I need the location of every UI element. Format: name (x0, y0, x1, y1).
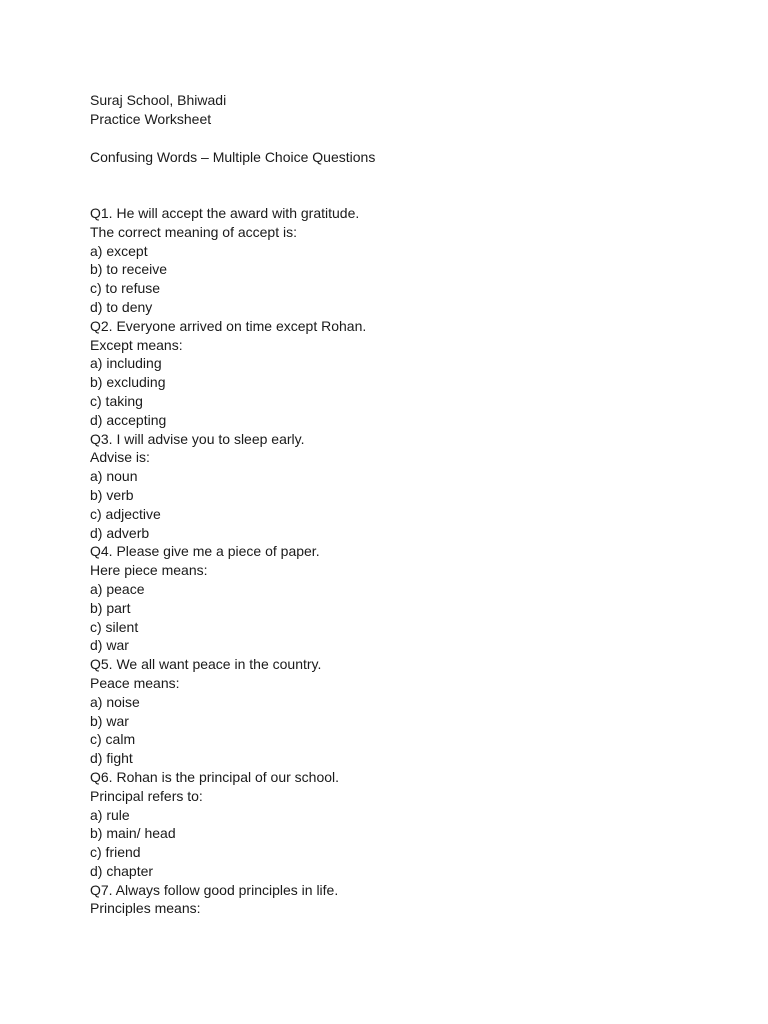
question-block (90, 655, 366, 768)
question-prompt: Principles means: (90, 900, 201, 917)
worksheet-header (90, 91, 226, 129)
answer-option: b) part (90, 599, 131, 616)
answer-option: a) noun (90, 468, 138, 485)
question-list (90, 204, 366, 918)
answer-option: b) war (90, 712, 129, 729)
answer-option: a) including (90, 355, 162, 372)
question-prompt: Principal refers to: (90, 787, 203, 804)
question-text: Q6. Rohan is the principal of our school. (90, 768, 340, 785)
answer-option: a) noise (90, 693, 140, 710)
question-block (90, 204, 366, 317)
question-block (90, 881, 366, 919)
answer-option: d) to deny (90, 298, 153, 315)
question-prompt: Here piece means: (90, 562, 208, 579)
answer-option: c) friend (90, 844, 141, 861)
answer-option: d) fight (90, 750, 133, 767)
answer-option: a) peace (90, 580, 145, 597)
answer-option: b) verb (90, 486, 134, 503)
question-text: Q1. He will accept the award with gratitude. (90, 205, 360, 221)
question-prompt: Peace means: (90, 674, 180, 691)
answer-option: d) war (90, 637, 129, 654)
question-text: Q7. Always follow good principles in life. (90, 881, 339, 898)
answer-option: d) adverb (90, 524, 150, 541)
question-prompt: Advise is: (90, 449, 150, 466)
answer-option: b) main/ head (90, 825, 176, 842)
answer-option: c) taking (90, 392, 143, 409)
worksheet-subtitle: Confusing Words – Multiple Choice Questions (90, 149, 376, 165)
question-prompt: The correct meaning of accept is: (90, 223, 297, 240)
answer-option: c) to refuse (90, 280, 161, 297)
question-text: Q5. We all want peace in the country. (90, 656, 322, 673)
worksheet-title: Practice Worksheet (90, 111, 212, 127)
answer-option: c) silent (90, 618, 139, 635)
question-text: Q3. I will advise you to sleep early. (90, 430, 305, 447)
question-block (90, 430, 366, 543)
school-name: Suraj School, Bhiwadi (90, 92, 227, 108)
question-prompt: Except means: (90, 336, 183, 353)
answer-option: d) accepting (90, 411, 167, 428)
question-text: Q4. Please give me a piece of paper. (90, 543, 320, 560)
question-block (90, 768, 366, 881)
answer-option: a) except (90, 242, 148, 259)
question-block (90, 542, 366, 655)
answer-option: a) rule (90, 806, 130, 823)
answer-option: b) excluding (90, 374, 166, 391)
question-text: Q2. Everyone arrived on time except Rohan. (90, 317, 367, 334)
answer-option: b) to receive (90, 261, 168, 278)
answer-option: c) calm (90, 731, 136, 748)
question-block (90, 317, 366, 430)
answer-option: c) adjective (90, 505, 161, 522)
answer-option: d) chapter (90, 862, 154, 879)
